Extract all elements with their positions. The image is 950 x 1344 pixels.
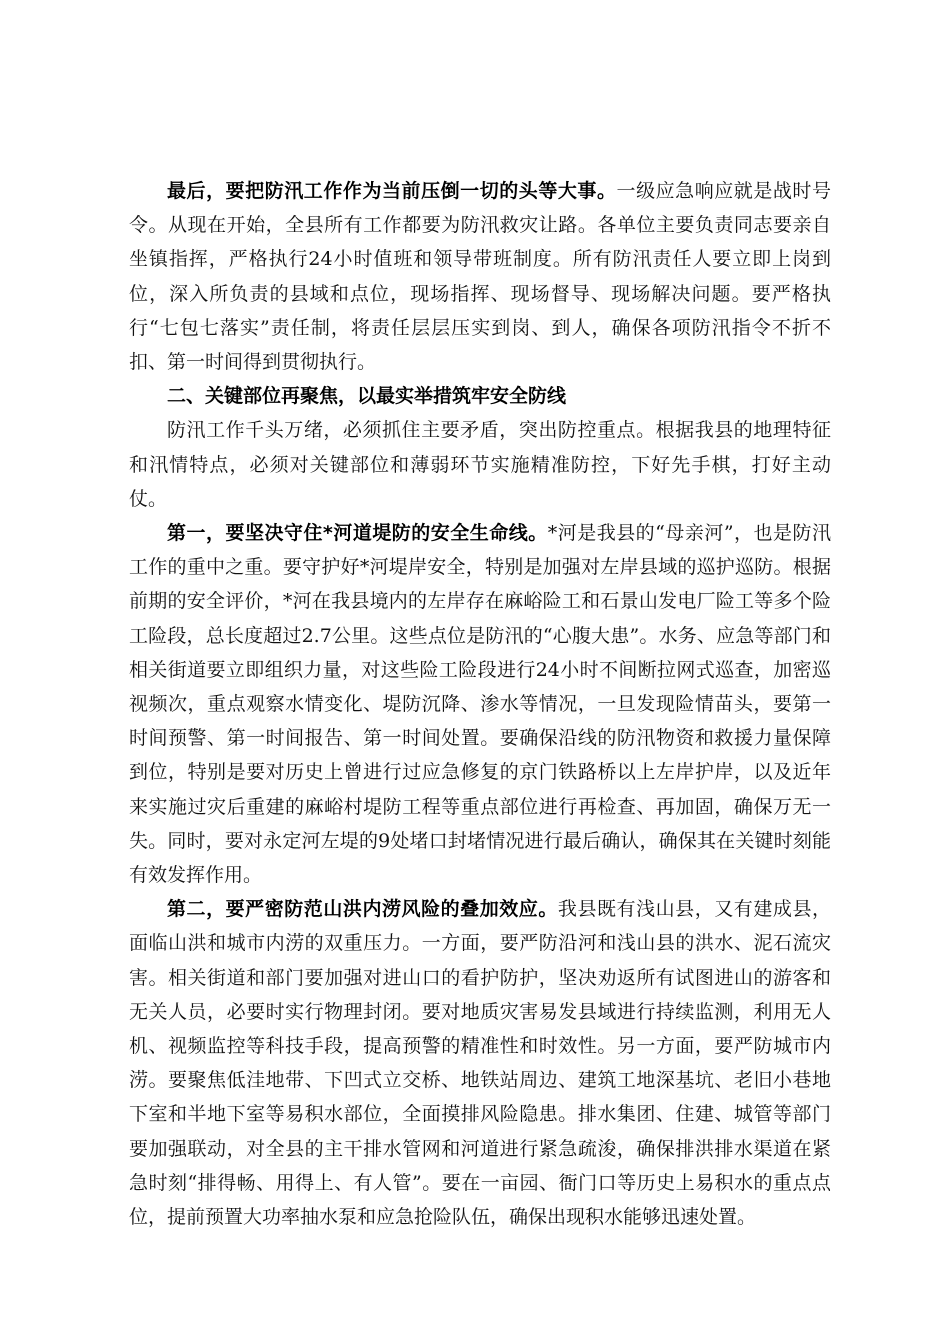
- paragraph-text: 我县既有浅山县，又有建成县，面临山洪和城市内涝的双重压力。一方面，要严防沿河和浅山县的洪水、泥石流灾害。相关街道和部门要加强对进山口的看护防护，坚决劝返所有试图进山的游客和无关人员，必要时实行物理封闭。要对地质灾害易发县域进行持续监测，利用无人机、视频监控等科技手段，提高预警的精准性和时效性。另一方面，要严防城市内涝。要聚焦低洼地带、下凹式立交桥、地铁站周边、建筑工地深基坑、老旧小巷地下室和半地下室等易积水部位，全面摸排风险隐患。排水集团、住建、城管等部门要加强联动，对全县的主干排水管网和河道进行紧急疏浚，确保排洪排水渠道在紧急时刻“排得畅、用得上、有人管”。要在一亩园、衙门口等历史上易积水的重点点位，提前预置大功率抽水泵和应急抢险队伍，确保出现积水能够迅速处置。: [129, 898, 831, 1229]
- paragraph-intro: [129, 413, 831, 516]
- paragraph-second-point: [129, 892, 831, 1234]
- paragraph-text: 防汛工作千头万绪，必须抓住主要矛盾，突出防控重点。根据我县的地理特征和汛情特点，必须对关键部位和薄弱环节实施精准防控，下好先手棋，打好主动仗。: [129, 419, 831, 510]
- document-body: [129, 174, 831, 1234]
- paragraph-first-point: [129, 516, 831, 892]
- section-heading-2: 二、关键部位再聚焦，以最实举措筑牢安全防线: [167, 385, 567, 408]
- paragraph-text: 一级应急响应就是战时号令。从现在开始，全县所有工作都要为防汛救灾让路。各单位主要负责同志要亲自坐镇指挥，严格执行24小时值班和领导带班制度。所有防汛责任人要立即上岗到位，深入所负责的县域和点位，现场指挥、现场督导、现场解决问题。要严格执行“七包七落实”责任制，将责任层层压实到岗、到人，确保各项防汛指令不折不扣、第一时间得到贯彻执行。: [129, 180, 831, 374]
- paragraph-text: *河是我县的“母亲河”，也是防汛工作的重中之重。要守护好*河堤岸安全，特别是加强对左岸县域的巡护巡防。根据前期的安全评价，*河在我县境内的左岸存在麻峪险工和石景山发电厂险工等多个险工险段，总长度超过2.7公里。这些点位是防汛的“心腹大患”。水务、应急等部门和相关街道要立即组织力量，对这些险工险段进行24小时不间断拉网式巡查，加密巡视频次，重点观察水情变化、堤防沉降、渗水等情况，一旦发现险情苗头，要第一时间预警、第一时间报告、第一时间处置。要确保沿线的防汛物资和救援力量保障到位，特别是要对历史上曾进行过应急修复的京门铁路桥以上左岸护岸，以及近年来实施过灾后重建的麻峪村堤防工程等重点部位进行再检查、再加固，确保万无一失。同时，要对永定河左堤的9处堵口封堵情况进行最后确认，确保其在关键时刻能有效发挥作用。: [129, 522, 832, 887]
- paragraph-lead: 第二，要严密防范山洪内涝风险的叠加效应。: [167, 898, 558, 921]
- paragraph-lead: 第一，要坚决守住*河道堤防的安全生命线。: [167, 522, 548, 545]
- paragraph-lead: 最后，要把防汛工作作为当前压倒一切的头等大事。: [167, 180, 617, 202]
- paragraph-final-priority: [129, 174, 831, 379]
